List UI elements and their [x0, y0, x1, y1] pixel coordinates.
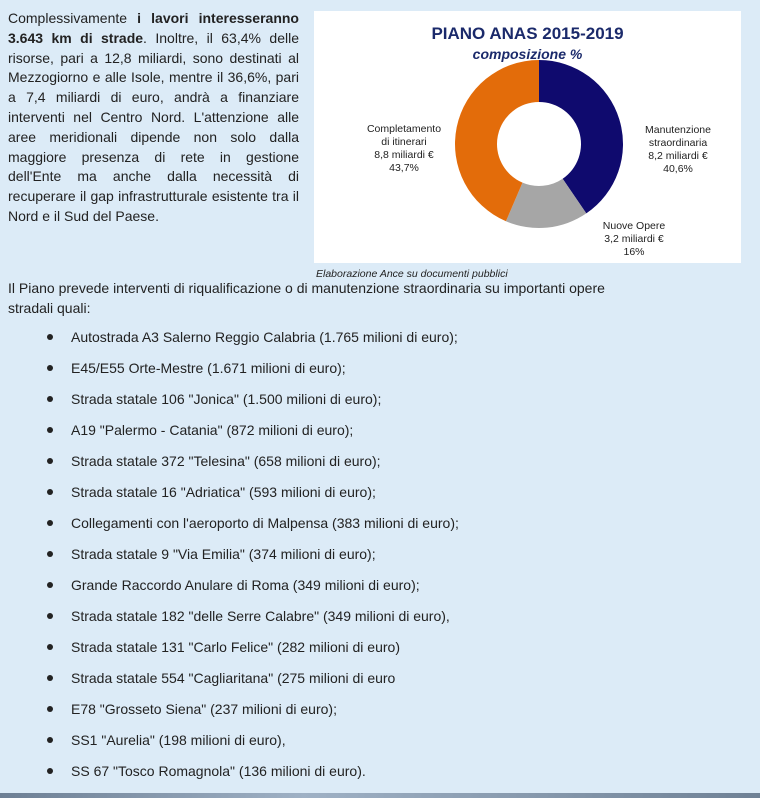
label-completamento-line4: 43,7%	[389, 162, 419, 174]
intro-bold: i lavori interesseranno 3.643 km di strade	[8, 10, 299, 46]
label-manutenzione	[626, 124, 730, 176]
label-manutenzione-line4: 40,6%	[663, 163, 693, 175]
list-item: A19 "Palermo - Catania" (872 milioni di euro);	[0, 420, 459, 451]
chart-title: PIANO ANAS 2015-2019	[431, 24, 624, 43]
list-item: Strada statale 106 "Jonica" (1.500 milioni di euro);	[0, 389, 459, 420]
label-manutenzione-line3: 8,2 miliardi €	[648, 150, 708, 162]
list-item: E45/E55 Orte-Mestre (1.671 milioni di euro);	[0, 358, 459, 389]
label-nuove-opere-line3: 16%	[623, 246, 645, 258]
label-nuove-opere	[590, 220, 678, 259]
label-manutenzione-line1: Manutenzione	[645, 124, 711, 136]
label-nuove-opere-line2: 3,2 miliardi €	[604, 233, 664, 245]
list-item: Strada statale 16 "Adriatica" (593 milioni di euro);	[0, 482, 459, 513]
plan-paragraph: Il Piano prevede interventi di riqualificazione o di manutenzione straordinaria su importanti opere stradali quali:	[8, 280, 605, 316]
chart-caption: Elaborazione Ance su documenti pubblici	[316, 268, 508, 280]
list-item: SS 67 "Tosco Romagnola" (136 milioni di euro).	[0, 761, 459, 792]
intro-rest: . Inoltre, il 63,4% delle risorse, pari a 12,8 miliardi, sono destinati al Mezzogiorno e alle Isole, mentre il 36,6%, pari a 7,4 miliardi di euro, andrà a finanziare interventi nel Centro Nord. L'attenzione alle aree meridionali dipende non solo dalla maggiore presenza di rete in gestione dell'Ente ma anche dalla necessità di recuperare il gap infrastrutturale esistente tra il Nord e il Sud del Paese.	[8, 29, 299, 224]
list-item: Collegamenti con l'aeroporto di Malpensa (383 milioni di euro);	[0, 513, 459, 544]
list-item: Strada statale 9 "Via Emilia" (374 milioni di euro);	[0, 544, 459, 575]
list-item: Grande Raccordo Anulare di Roma (349 milioni di euro);	[0, 575, 459, 606]
list-item: SS1 "Aurelia" (198 milioni di euro),	[0, 730, 459, 761]
list-item: Strada statale 182 "delle Serre Calabre" (349 milioni di euro),	[0, 606, 459, 637]
list-item: Strada statale 131 "Carlo Felice" (282 milioni di euro)	[0, 637, 459, 668]
label-manutenzione-line2: straordinaria	[648, 137, 708, 149]
intro-lead: Complessivamente	[8, 10, 138, 26]
chart-subtitle: composizione %	[472, 46, 583, 62]
list-item: Autostrada A3 Salerno Reggio Calabria (1.765 milioni di euro);	[0, 327, 459, 358]
list-item: Strada statale 372 "Telesina" (658 milioni di euro);	[0, 451, 459, 482]
intro-paragraph	[8, 9, 299, 227]
label-completamento	[352, 123, 456, 175]
bottom-strip	[0, 793, 760, 798]
label-completamento-line2: di itinerari	[381, 136, 427, 148]
label-completamento-line3: 8,8 miliardi €	[374, 149, 434, 161]
label-nuove-opere-line1: Nuove Opere	[602, 220, 666, 232]
list-item: Strada statale 554 "Cagliaritana" (275 milioni di euro	[0, 668, 459, 699]
label-completamento-line1: Completamento	[366, 123, 442, 135]
list-item: E78 "Grosseto Siena" (237 milioni di euro);	[0, 699, 459, 730]
roads-list	[0, 327, 459, 792]
donut-chart	[314, 11, 741, 263]
